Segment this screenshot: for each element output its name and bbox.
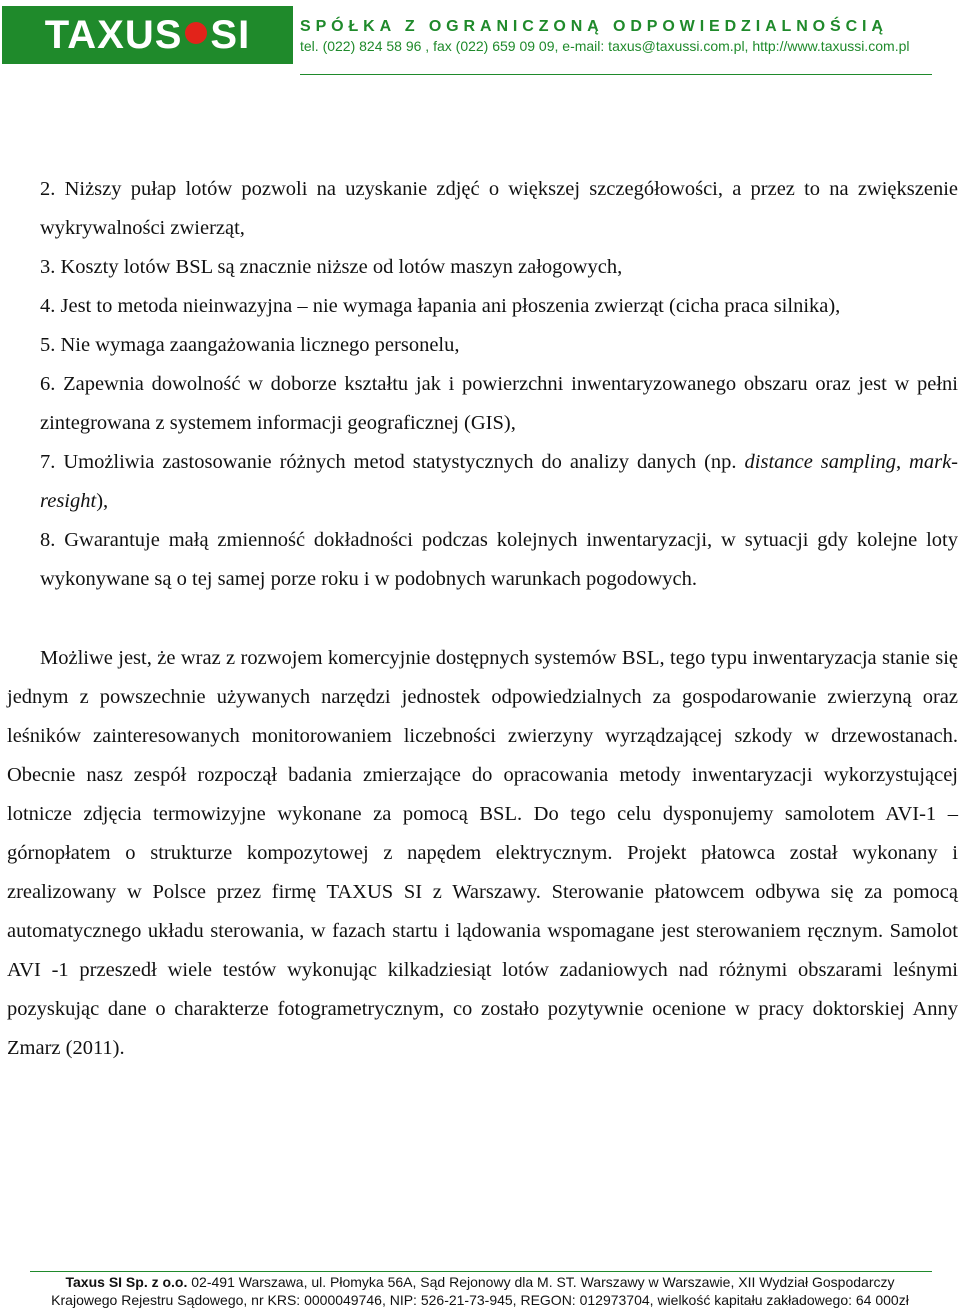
logo-text-si: SI: [210, 12, 251, 57]
list-item-text: ,: [895, 451, 910, 473]
footer-registration-line-2: Krajowego Rejestru Sądowego, nr KRS: 0000049746, NIP: 526-21-73-945, REGON: 012973704, wielkość kapitału zakładowego: 64 000zł: [51, 1292, 909, 1308]
company-contact: tel. (022) 824 58 96 , fax (022) 659 09 09, e-mail: taxus@taxussi.com.pl, http://www.taxussi.com.pl: [300, 38, 910, 54]
company-legal-form: SPÓŁKA Z OGRANICZONĄ ODPOWIEDZIALNOŚCIĄ: [300, 18, 888, 35]
footer-divider: [30, 1271, 932, 1272]
list-item-italic-term: distance sampling: [744, 451, 896, 473]
list-item: 5. Nie wymaga zaangażowania licznego personelu,: [40, 334, 460, 356]
company-logo: [2, 6, 293, 64]
list-item-text: 7. Umożliwia zastosowanie różnych metod statystycznych do analizy danych (np.: [40, 451, 745, 473]
body-paragraph: Możliwe jest, że wraz z rozwojem komercyjnie dostępnych systemów BSL, tego typu inwentaryzacja stanie się jednym z powszechnie używanych narzędzi jednostek odpowiedzialnych za gospodarowanie zwierzyną oraz leśników zainteresowanych monitorowaniem liczebności zwierzyny wyrządzającej szkody w drzewostanach. Obecnie nasz zespół rozpoczął badania zmierzające do opracowania metody inwentaryzacji wykorzystującej lotnicze zdjęcia termowizyjne wykonane za pomocą BSL. Do tego celu dysponujemy samolotem AVI-1 – górnopłatem o strukturze kompozytowej z napędem elektrycznym. Projekt płatowca został wykonany i zrealizowany w Polsce przez firmę TAXUS SI z Warszawy. Sterowanie płatowcem odbywa się za pomocą automatycznego układu sterowania, w fazach startu i lądowania wspomagane jest sterowaniem ręcznym. Samolot AVI -1 przeszedł wiele testów wykonując kilkadziesiąt lotów zadaniowych nad różnymi obszarami leśnymi pozyskując dane o charakterze fotogrametrycznym, co zostało pozytywnie ocenione w pracy doktorskiej Anny Zmarz (2011).: [7, 647, 958, 1059]
footer-registration-line-1: [0, 1274, 960, 1290]
list-item: 4. Jest to metoda nieinwazyjna – nie wymaga łapania ani płoszenia zwierząt (cicha praca silnika),: [40, 295, 841, 317]
list-item: 3. Koszty lotów BSL są znacznie niższe od lotów maszyn załogowych,: [40, 256, 623, 278]
footer-address: 02-491 Warszawa, ul. Płomyka 56A, Sąd Rejonowy dla M. ST. Warszawy w Warszawie, XII Wydział Gospodarczy: [187, 1274, 895, 1290]
list-item-italic-term: mark-resight: [40, 451, 958, 512]
logo-red-dot: [185, 22, 207, 44]
list-item: [40, 443, 958, 521]
footer-company-name: Taxus SI Sp. z o.o.: [65, 1274, 188, 1290]
list-item: 2. Niższy pułap lotów pozwoli na uzyskanie zdjęć o większej szczegółowości, a przez to na zwiększenie wykrywalności zwierząt,: [40, 178, 958, 239]
advantages-list: [40, 170, 958, 599]
header-divider: [300, 74, 932, 75]
list-item: 8. Gwarantuje małą zmienność dokładności podczas kolejnych inwentaryzacji, w sytuacji gdy kolejne loty wykonywane są o tej samej porze roku i w podobnych warunkach pogodowych.: [40, 529, 958, 590]
logo-text-taxus: TAXUS: [44, 12, 183, 57]
list-item: 6. Zapewnia dowolność w doborze kształtu jak i powierzchni inwentaryzowanego obszaru oraz jest w pełni zintegrowana z systemem informacji geograficznej (GIS),: [40, 373, 958, 434]
list-item-text: ),: [96, 490, 109, 512]
